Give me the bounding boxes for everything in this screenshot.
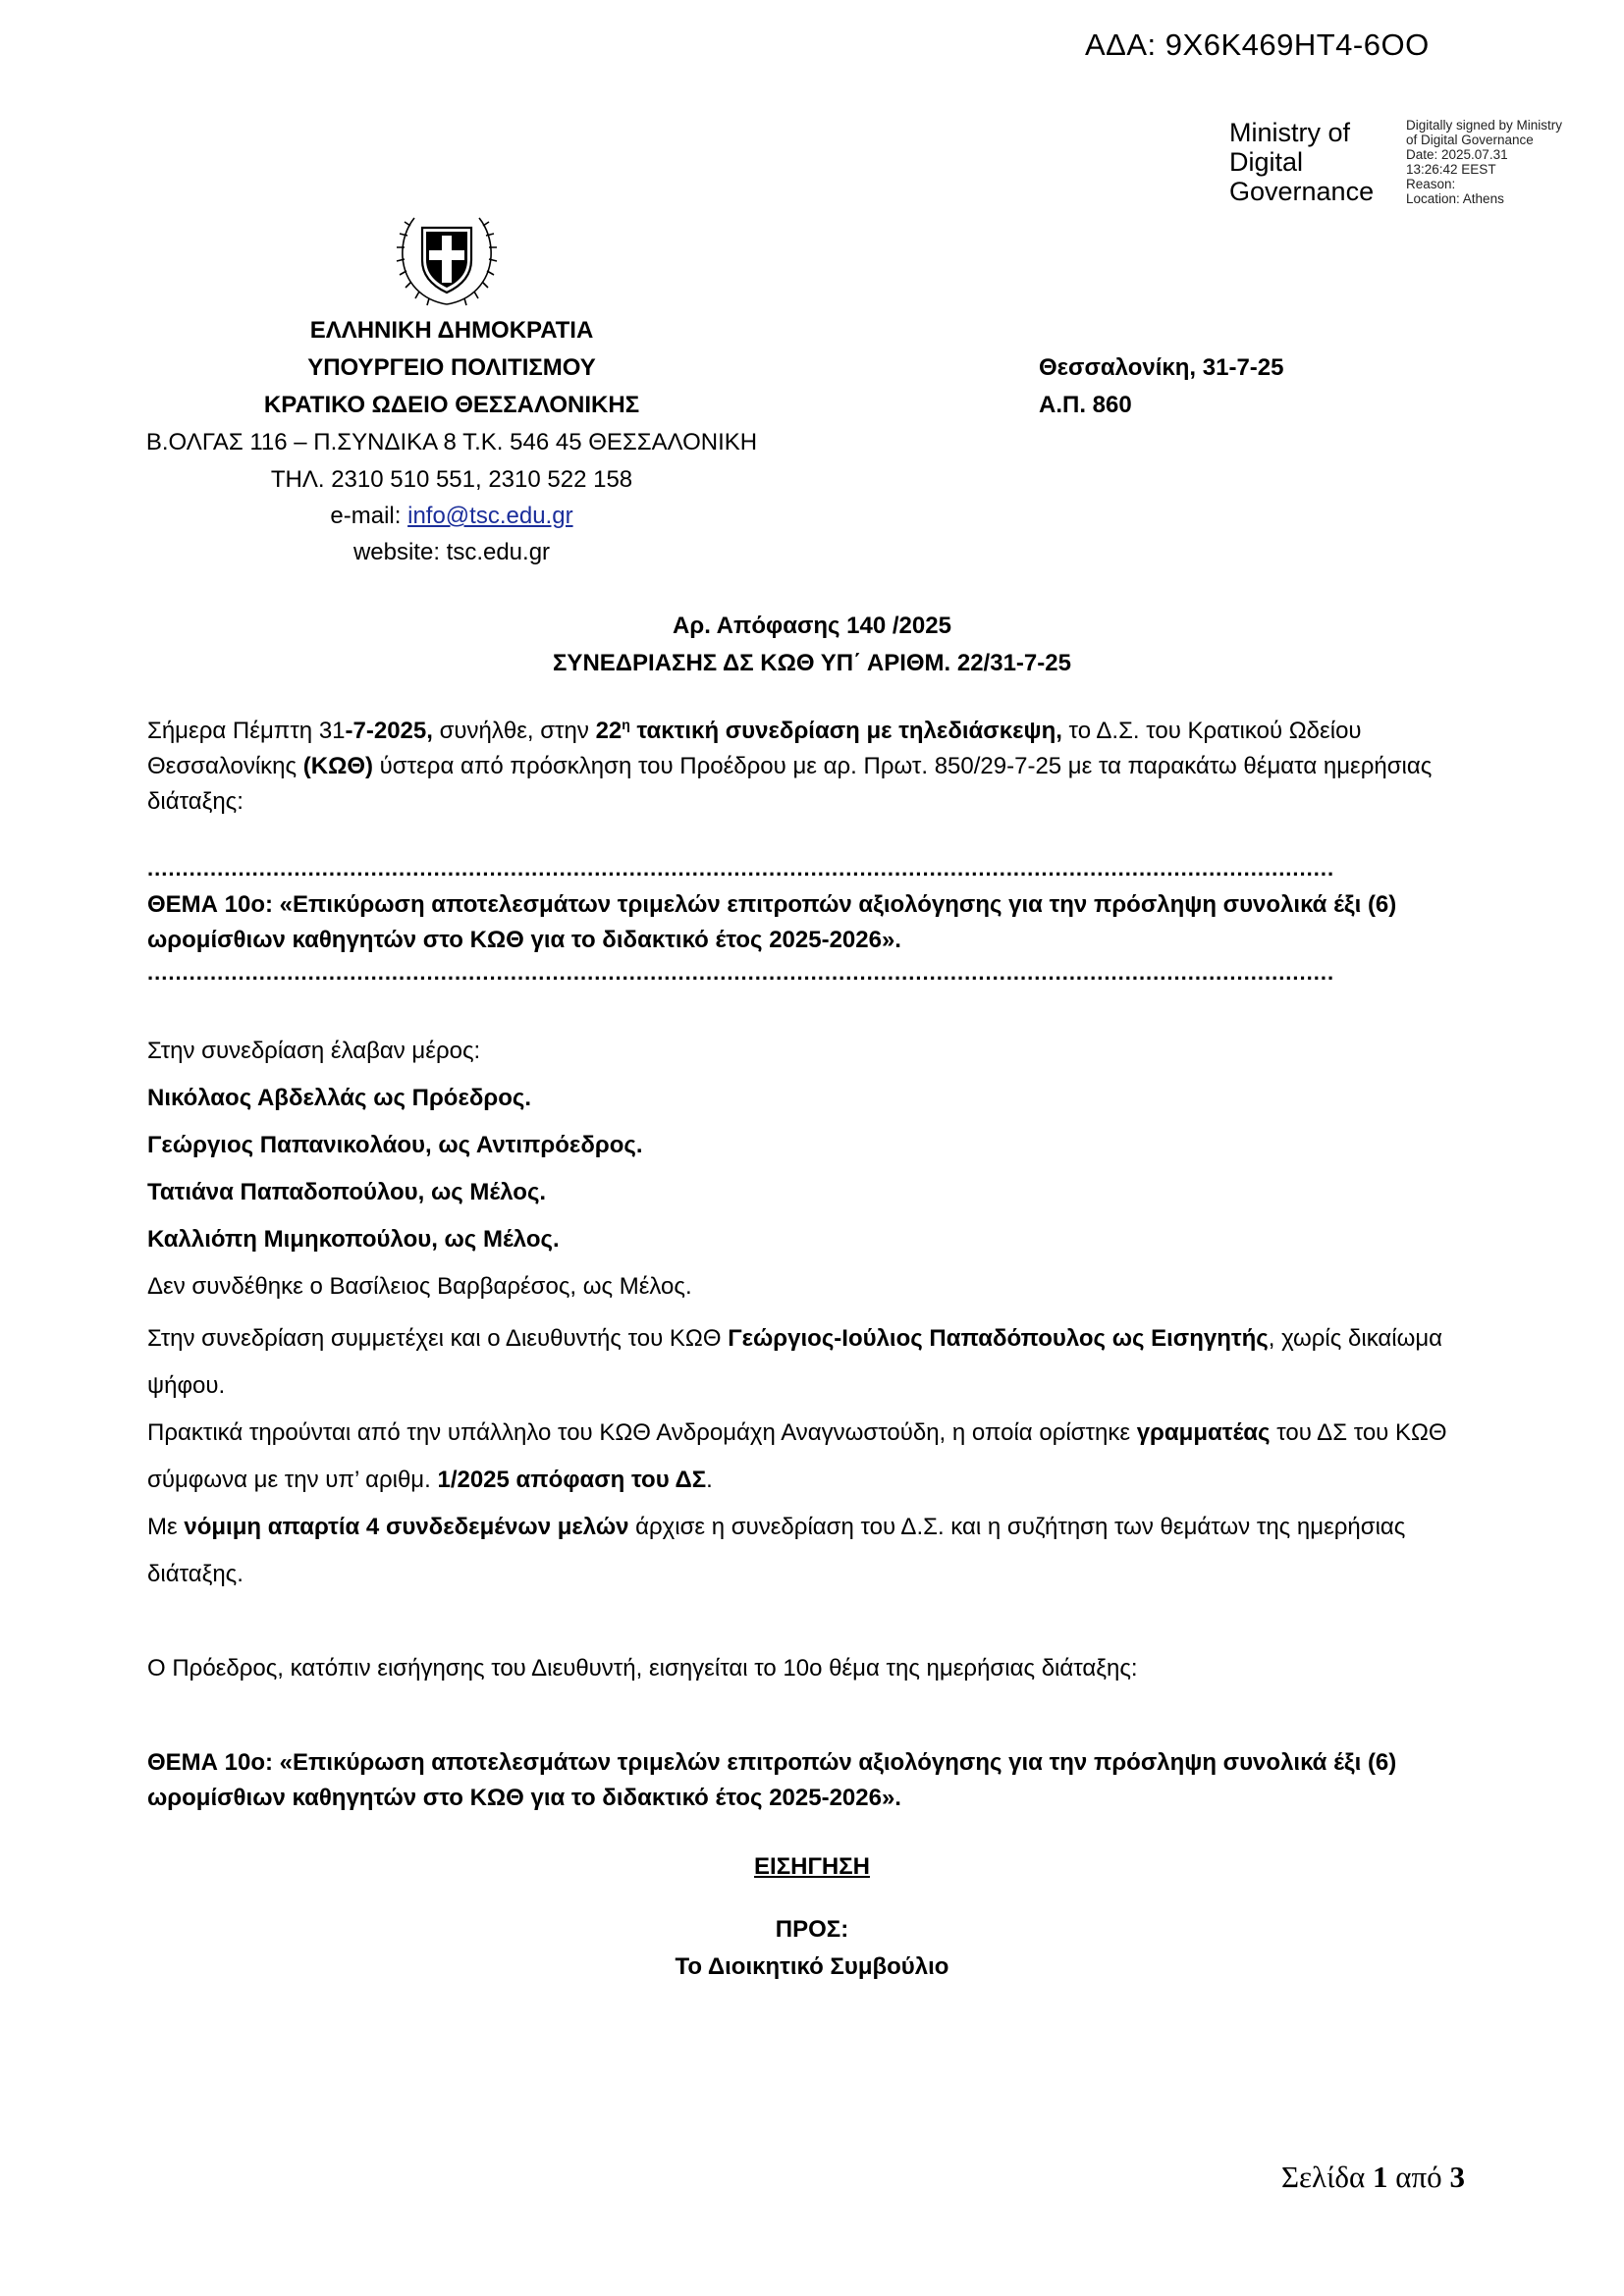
org-email-line	[98, 503, 805, 530]
separator-dots: ..........................................................................................................................................................................	[147, 960, 1335, 985]
signature-details	[1406, 118, 1562, 206]
ada-code: ΑΔΑ: 9Χ6Κ469ΗΤ4-6ΟΟ	[1085, 27, 1430, 62]
org-ministry: ΥΠΟΥΡΓΕΙΟ ΠΟΛΙΤΙΣΜΟΥ	[307, 354, 596, 381]
org-address: Β.ΟΛΓΑΣ 116 – Π.ΣΥΝΔΙΚΑ 8 Τ.Κ. 546 45 ΘΕΣΣΑΛΟΝΙΚΗ	[145, 429, 758, 455]
pros-label: ΠΡΟΣ:	[775, 1916, 849, 1943]
signature-name-line: Ministry of	[1229, 118, 1351, 147]
attendee: Τατιάνα Παπαδοπούλου, ως Μέλος.	[147, 1179, 547, 1205]
attendee: Καλλιόπη Μιμηκοπούλου, ως Μέλος.	[147, 1226, 560, 1253]
org-website: website: tsc.edu.gr	[352, 539, 551, 565]
email-link[interactable]: info@tsc.edu.gr	[407, 503, 573, 529]
signature-name-line: Governance	[1229, 177, 1375, 206]
intro-paragraph: Σήμερα Πέμπτη 31-7-2025, συνήλθε, στην $22^\eta$ τακτική συνεδρίαση με τηλεδιάσκεψη, το Δ.Σ. του Κρατικού Ωδείου Θεσσαλονίκης (ΚΩΘ) ύστερα από πρόσκληση του Προέδρου με αρ. Πρωτ. 850/29-7-25 με τα παρακάτω θέματα ημερήσιας διάταξης:	[147, 717, 1433, 815]
signature-detail-line: Date: 2025.07.31	[1406, 147, 1508, 162]
attendance-intro: Στην συνεδρίαση έλαβαν μέρος:	[147, 1038, 481, 1064]
place-date: Θεσσαλονίκη, 31-7-25	[1039, 354, 1284, 381]
protocol-number: Α.Π. 860	[1039, 392, 1132, 418]
attendee: Γεώργιος Παπανικολάου, ως Αντιπρόεδρος.	[147, 1132, 643, 1158]
absent-member: Δεν συνδέθηκε ο Βασίλειος Βαρβαρέσος, ως Μέλος.	[147, 1273, 692, 1300]
signature-detail-line: Reason:	[1406, 177, 1456, 191]
signature-detail-line: of Digital Governance	[1406, 133, 1534, 147]
signature-detail-line: Digitally signed by Ministry	[1406, 118, 1563, 133]
decision-number: Αρ. Απόφασης 140 /2025	[673, 613, 951, 639]
attendee: Νικόλαος Αβδελλάς ως Πρόεδρος.	[147, 1085, 532, 1111]
eisigisi-heading: ΕΙΣΗΓΗΣΗ	[754, 1853, 870, 1880]
separator-dots: ..........................................................................................................................................................................	[147, 856, 1335, 881]
quorum-paragraph: Με νόμιμη απαρτία 4 συνδεδεμένων μελών άρχισε η συνεδρίαση του Δ.Σ. και η συζήτηση των θεμάτων της ημερήσιας διάταξης.	[147, 1514, 1406, 1587]
signature-name	[1229, 118, 1374, 206]
greek-coat-of-arms-icon	[393, 206, 501, 314]
page-footer: Σελίδα 1 από 3	[1281, 2160, 1465, 2194]
signature-detail-line: 13:26:42 EEST	[1406, 162, 1496, 177]
signature-name-line: Digital	[1229, 147, 1304, 177]
signature-detail-line: Location: Athens	[1406, 191, 1504, 206]
session-number: ΣΥΝΕΔΡΙΑΣΗΣ ΔΣ ΚΩΘ ΥΠ΄ ΑΡΙΘΜ. 22/31-7-25	[553, 650, 1071, 676]
president-intro: Ο Πρόεδρος, κατόπιν εισήγησης του Διευθυντή, εισηγείται το 10ο θέμα της ημερήσιας διάταξης:	[147, 1655, 1138, 1682]
topic-text: ΘΕΜΑ 10ο: «Επικύρωση αποτελεσμάτων τριμελών επιτροπών αξιολόγησης για την πρόσληψη συνολικά έξι (6) ωρομίσθιων καθηγητών στο ΚΩΘ για το διδακτικό έτος 2025-2026».	[147, 891, 1397, 953]
topic-text-repeat: ΘΕΜΑ 10ο: «Επικύρωση αποτελεσμάτων τριμελών επιτροπών αξιολόγησης για την πρόσληψη συνολικά έξι (6) ωρομίσθιων καθηγητών στο ΚΩΘ για το διδακτικό έτος 2025-2026».	[147, 1749, 1397, 1811]
director-paragraph: Στην συνεδρίαση συμμετέχει και ο Διευθυντής του ΚΩΘ Γεώργιος-Ιούλιος Παπαδόπουλος ως Εισηγητής, χωρίς δικαίωμα ψήφου.	[147, 1325, 1443, 1399]
recipient: Το Διοικητικό Συμβούλιο	[675, 1953, 949, 1980]
org-republic: ΕΛΛΗΝΙΚΗ ΔΗΜΟΚΡΑΤΙΑ	[309, 317, 594, 344]
email-label: e-mail:	[330, 503, 408, 529]
org-conservatory: ΚΡΑΤΙΚΟ ΩΔΕΙΟ ΘΕΣΣΑΛΟΝΙΚΗΣ	[263, 392, 640, 418]
minutes-paragraph: Πρακτικά τηρούνται από την υπάλληλο του ΚΩΘ Ανδρομάχη Αναγνωστούδη, η οποία ορίστηκε γραμματέας του ΔΣ του ΚΩΘ σύμφωνα με την υπ’ αριθμ. 1/2025 απόφαση του ΔΣ.	[147, 1419, 1447, 1493]
org-phone: ΤΗΛ. 2310 510 551, 2310 522 158	[270, 466, 633, 493]
